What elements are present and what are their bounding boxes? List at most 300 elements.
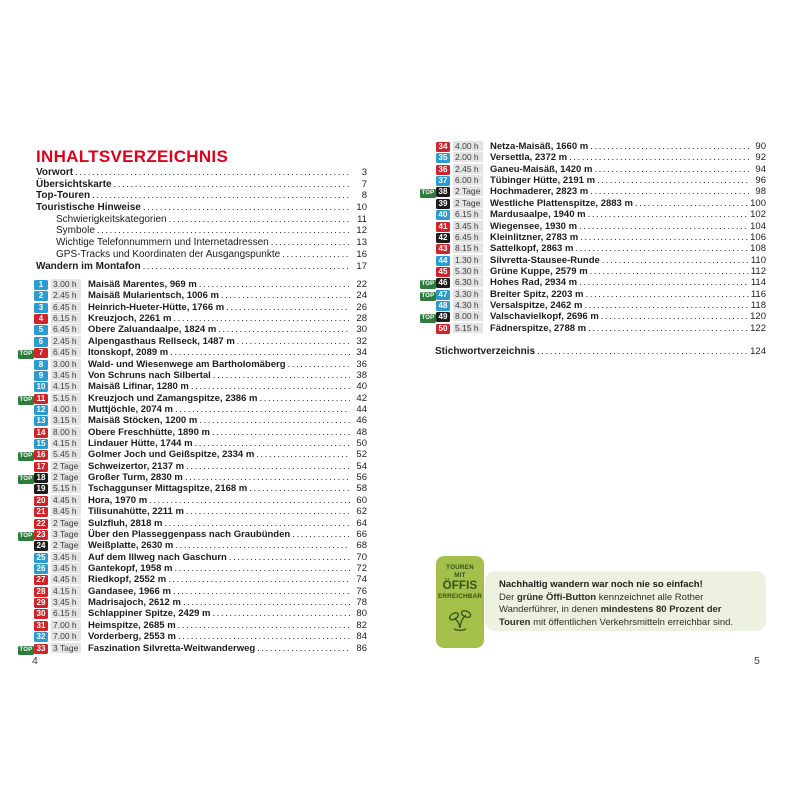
tour-number-badge: 25	[34, 553, 48, 563]
dot-leader	[585, 289, 748, 300]
tour-number-badge: 32	[34, 632, 48, 642]
front-matter-row	[36, 237, 367, 249]
tour-row	[18, 608, 367, 619]
dot-leader	[186, 506, 350, 517]
tour-duration: 2.00 h	[453, 152, 483, 162]
dot-leader	[597, 175, 749, 186]
dot-leader	[175, 404, 350, 415]
tour-duration: 8.45 h	[51, 506, 81, 516]
dot-leader	[602, 255, 749, 266]
tour-number-badge: 10	[34, 382, 48, 392]
tour-row	[420, 152, 766, 163]
tour-number-badge: 1	[34, 280, 48, 290]
tour-page-number: 84	[356, 631, 367, 643]
top-badge-slot	[420, 314, 436, 323]
tour-duration: 2 Tage	[51, 461, 81, 471]
tour-duration: 2.45 h	[51, 290, 81, 300]
tour-number-badge: 4	[34, 314, 48, 324]
top-badge-slot	[420, 246, 436, 255]
tour-row	[420, 243, 766, 254]
top-badge-slot	[420, 326, 436, 335]
tour-duration: 2 Tage	[453, 186, 483, 196]
tour-duration: 4.45 h	[51, 574, 81, 584]
top-badge-slot	[18, 339, 34, 348]
dot-leader	[143, 261, 350, 273]
dot-leader	[174, 563, 350, 574]
badge-line: TOUREN	[446, 564, 474, 571]
badge-line: ÖFFIS	[442, 580, 478, 592]
tour-title: Sattelkopf, 2863 m	[490, 243, 574, 255]
tour-page-number: 122	[750, 322, 766, 334]
tour-duration: 3.45 h	[51, 597, 81, 607]
tour-title: Fädnerspitze, 2788 m	[490, 322, 587, 334]
top-badge-slot	[18, 611, 34, 620]
top-badge-slot	[18, 407, 34, 416]
dot-leader	[178, 631, 350, 642]
tour-row	[420, 186, 766, 197]
tour-title: Lindauer Hütte, 1744 m	[88, 438, 193, 450]
tour-row	[420, 141, 766, 152]
tour-duration: 3 Tage	[51, 529, 81, 539]
tour-duration: 2.45 h	[453, 164, 483, 174]
tour-title: Ganeu-Maisäß, 1420 m	[490, 163, 593, 175]
top-badge: TOP	[19, 646, 33, 653]
tour-page-number: 24	[356, 290, 367, 302]
tour-row	[420, 175, 766, 186]
tour-duration: 2 Tage	[51, 540, 81, 550]
dot-leader	[590, 141, 749, 152]
dot-leader	[249, 483, 350, 494]
tour-title: Valschavielkopf, 2696 m	[490, 311, 599, 323]
dot-leader	[584, 300, 748, 311]
front-matter-list	[36, 167, 367, 272]
tour-page-number: 90	[755, 141, 766, 152]
top-badge-slot	[18, 634, 34, 643]
tour-page-number: 54	[356, 460, 367, 472]
tour-number-badge: 7	[34, 348, 48, 358]
tour-number-badge: 49	[436, 312, 450, 322]
tour-number-badge: 27	[34, 575, 48, 585]
tour-number-badge: 34	[436, 142, 450, 152]
tour-duration: 3.45 h	[51, 370, 81, 380]
tour-duration: 5.15 h	[51, 393, 81, 403]
top-badge-slot	[420, 235, 436, 244]
dot-leader	[218, 324, 350, 335]
top-badge-slot	[420, 201, 436, 210]
tour-duration: 3.45 h	[51, 552, 81, 562]
tour-number-badge: 14	[34, 428, 48, 438]
dot-leader	[149, 495, 350, 506]
tour-duration: 3 Tage	[51, 643, 81, 653]
tour-number-badge: 33	[34, 644, 48, 654]
tour-page-number: 50	[356, 438, 367, 450]
tour-number-badge: 19	[34, 484, 48, 494]
front-matter-label: Wichtige Telefonnummern und Internetadressen	[56, 237, 269, 249]
dot-leader	[288, 359, 350, 370]
top-badge-slot	[18, 316, 34, 325]
tour-row	[18, 552, 367, 563]
tour-duration: 1.30 h	[453, 255, 483, 265]
dot-leader	[143, 202, 350, 214]
tour-duration: 4.15 h	[51, 586, 81, 596]
tour-duration: 5.15 h	[453, 323, 483, 333]
top-badge-slot	[420, 258, 436, 267]
tour-page-number: 38	[356, 369, 367, 381]
index-entry-row	[420, 346, 766, 358]
dot-leader	[282, 249, 350, 261]
top-badge-slot	[18, 464, 34, 473]
dot-leader	[579, 277, 749, 288]
top-badge-slot	[18, 373, 34, 382]
tour-number-badge: 6	[34, 337, 48, 347]
dot-leader	[221, 290, 350, 301]
front-matter-row	[36, 225, 367, 237]
badge-line: ERREICHBAR	[438, 593, 482, 600]
tour-title: Grüne Kuppe, 2579 m	[490, 265, 588, 277]
dot-leader	[226, 302, 350, 313]
tour-page-number: 26	[356, 301, 367, 313]
top-badge: TOP	[421, 190, 435, 197]
tour-row	[18, 586, 367, 597]
tour-number-badge: 36	[436, 165, 450, 175]
tour-title: Muttjöchle, 2074 m	[88, 403, 173, 415]
tour-title: Maisäß Stöcken, 1200 m	[88, 415, 198, 427]
tour-title: Großer Turm, 2830 m	[88, 472, 183, 484]
tour-number-badge: 22	[34, 519, 48, 529]
tour-row	[18, 313, 367, 324]
tour-page-number: 30	[356, 324, 367, 336]
tour-title: Versalspitze, 2462 m	[490, 300, 583, 312]
tour-row	[18, 324, 367, 335]
tour-duration: 8.00 h	[51, 427, 81, 437]
tour-page-number: 62	[356, 506, 367, 518]
dot-leader	[588, 209, 749, 220]
tour-duration: 2 Tage	[51, 518, 81, 528]
tour-duration: 8.00 h	[453, 311, 483, 321]
front-matter-label: Vorwort	[36, 167, 74, 178]
tour-title: Kreuzjoch und Zamangspitze, 2386 m	[88, 392, 258, 404]
tour-title: Riedkopf, 2552 m	[88, 574, 167, 586]
tour-title: Hochmaderer, 2823 m	[490, 186, 589, 198]
tour-duration: 7.00 h	[51, 620, 81, 630]
tour-page-number: 34	[356, 347, 367, 359]
tour-number-badge: 15	[34, 439, 48, 449]
tour-duration: 2.45 h	[51, 336, 81, 346]
tour-number-badge: 28	[34, 587, 48, 597]
tour-row	[420, 255, 766, 266]
top-badge-slot	[18, 543, 34, 552]
top-badge-slot	[420, 189, 436, 198]
tour-number-badge: 11	[34, 394, 48, 404]
tour-number-badge: 41	[436, 222, 450, 232]
front-matter-label: Symbole	[56, 225, 95, 237]
tour-number-badge: 47	[436, 290, 450, 300]
index-entry-page-number: 124	[750, 346, 766, 357]
dot-leader	[259, 393, 350, 404]
tour-row	[18, 483, 367, 494]
tour-number-badge: 18	[34, 473, 48, 483]
top-badge-slot	[18, 498, 34, 507]
tour-duration: 5.45 h	[51, 449, 81, 459]
tour-row	[18, 597, 367, 608]
dot-leader	[580, 232, 748, 243]
tour-title: Von Schruns nach Silbertal	[88, 369, 211, 381]
tour-number-badge: 12	[34, 405, 48, 415]
dot-leader	[185, 472, 350, 483]
front-matter-page-number: 11	[357, 213, 367, 225]
tour-row	[420, 198, 766, 209]
tour-row	[18, 620, 367, 631]
tour-number-badge: 26	[34, 564, 48, 574]
folio-right: 5	[754, 655, 760, 667]
top-badge-slot	[18, 441, 34, 450]
tour-page-number: 64	[356, 517, 367, 529]
front-matter-row	[36, 167, 367, 179]
top-badge-slot	[18, 555, 34, 564]
tour-duration: 6.30 h	[453, 277, 483, 287]
tour-duration: 3.15 h	[51, 415, 81, 425]
tour-number-badge: 40	[436, 210, 450, 220]
dot-leader	[292, 529, 350, 540]
dot-leader	[175, 540, 350, 551]
tour-page-number: 68	[356, 540, 367, 552]
top-badge: TOP	[421, 315, 435, 322]
top-badge-slot	[420, 224, 436, 233]
tour-row	[18, 574, 367, 585]
dot-leader	[212, 427, 350, 438]
front-matter-label: Top-Touren	[36, 190, 91, 202]
tour-title: Vorderberg, 2553 m	[88, 631, 177, 643]
tour-duration: 6.15 h	[453, 209, 483, 219]
tour-page-number: 22	[356, 279, 367, 290]
dot-leader	[195, 438, 350, 449]
tour-page-number: 114	[750, 277, 766, 289]
tour-row	[18, 631, 367, 642]
top-badge-slot	[18, 327, 34, 336]
top-badge-slot	[18, 418, 34, 427]
dot-leader	[178, 620, 350, 631]
top-badge-slot	[18, 623, 34, 632]
tour-row	[18, 461, 367, 472]
tour-title: Tilisunahütte, 2211 m	[88, 506, 184, 518]
tour-page-number: 98	[755, 186, 766, 198]
tour-title: Tübinger Hütte, 2191 m	[490, 175, 596, 187]
tour-page-number: 104	[750, 220, 766, 232]
tour-page-number: 70	[356, 551, 367, 563]
dot-leader	[271, 237, 350, 249]
tour-title: Auf dem Illweg nach Gaschurn	[88, 551, 227, 563]
top-badge-slot	[18, 452, 34, 461]
front-matter-page-number: 16	[356, 248, 367, 260]
tour-row	[18, 449, 367, 460]
tour-row	[420, 277, 766, 288]
dot-leader	[114, 179, 350, 191]
tour-page-number: 108	[750, 243, 766, 255]
dot-leader	[183, 597, 350, 608]
top-badge-slot	[18, 600, 34, 609]
front-matter-page-number: 10	[356, 202, 367, 214]
tour-page-number: 102	[750, 209, 766, 221]
eco-heading: Nachhaltig wandern war noch nie so einfach!	[499, 579, 703, 590]
dot-leader	[173, 586, 350, 597]
tour-row	[18, 393, 367, 404]
tour-number-badge: 5	[34, 325, 48, 335]
front-matter-label: Touristische Hinweise	[36, 202, 141, 214]
tour-duration: 6.15 h	[51, 608, 81, 618]
top-badge: TOP	[19, 476, 33, 483]
tour-number-badge: 20	[34, 496, 48, 506]
tour-duration: 4.45 h	[51, 495, 81, 505]
front-matter-label: Wandern im Montafon	[36, 260, 141, 272]
tour-page-number: 74	[356, 574, 367, 586]
tour-list-right	[420, 141, 766, 334]
tour-duration: 3.45 h	[51, 563, 81, 573]
top-badge: TOP	[19, 396, 33, 403]
tour-page-number: 40	[356, 381, 367, 393]
tour-row	[18, 529, 367, 540]
top-badge: TOP	[19, 351, 33, 358]
tour-number-badge: 8	[34, 360, 48, 370]
front-matter-page-number: 12	[356, 225, 367, 237]
tour-duration: 8.15 h	[453, 243, 483, 253]
tour-row	[18, 563, 367, 574]
tour-page-number: 118	[750, 300, 766, 312]
tour-row	[18, 472, 367, 483]
front-matter-row	[36, 261, 367, 273]
tour-page-number: 66	[356, 528, 367, 540]
badge-line: MIT	[454, 572, 466, 579]
tour-row	[18, 370, 367, 381]
top-badge-slot	[18, 577, 34, 586]
tour-duration: 7.00 h	[51, 631, 81, 641]
eco-info-box	[436, 556, 766, 652]
top-badge-slot	[420, 155, 436, 164]
tour-title: Schweizertor, 2137 m	[88, 460, 185, 472]
tour-title: Itonskopf, 2089 m	[88, 347, 169, 359]
tour-page-number: 106	[750, 231, 766, 243]
top-badge-slot	[420, 269, 436, 278]
tour-page-number: 94	[755, 163, 766, 175]
tour-row	[420, 221, 766, 232]
oeffi-button-badge	[436, 556, 484, 648]
tour-title: Hora, 1970 m	[88, 494, 148, 506]
tour-duration: 4.00 h	[453, 141, 483, 151]
top-badge-slot	[18, 589, 34, 598]
tour-duration: 4.15 h	[51, 381, 81, 391]
tour-page-number: 76	[356, 585, 367, 597]
tour-row	[18, 302, 367, 313]
dot-leader	[229, 552, 350, 563]
tour-row	[18, 643, 367, 654]
top-badge: TOP	[421, 292, 435, 299]
tour-row	[18, 381, 367, 392]
dot-leader	[191, 381, 350, 392]
folio-left: 4	[32, 655, 38, 667]
tour-row	[18, 540, 367, 551]
front-matter-page-number: 7	[361, 178, 367, 190]
tour-page-number: 60	[356, 494, 367, 506]
tour-duration: 6.45 h	[453, 232, 483, 242]
tour-number-badge: 35	[436, 153, 450, 163]
tour-page-number: 100	[750, 197, 766, 209]
tour-row	[18, 438, 367, 449]
tour-row	[420, 289, 766, 300]
tour-number-badge: 48	[436, 301, 450, 311]
tour-title: Westliche Plattenspitze, 2883 m	[490, 197, 633, 209]
tour-page-number: 44	[356, 403, 367, 415]
tour-page-number: 78	[356, 597, 367, 609]
tour-number-badge: 23	[34, 530, 48, 540]
top-badge-slot	[420, 303, 436, 312]
tour-number-badge: 31	[34, 621, 48, 631]
tour-title: Madrisajoch, 2612 m	[88, 597, 181, 609]
front-matter-row	[36, 179, 367, 191]
eco-body-text: Der grüne Öffi-Button kennzeichnet alle Rother Wanderführer, in denen mindestens 80 Prozent der Touren mit öffentlichen Verkehrsmitteln erreichbar sind.	[499, 591, 734, 628]
tour-row	[420, 300, 766, 311]
tour-number-badge: 21	[34, 507, 48, 517]
dot-leader	[579, 221, 748, 232]
tour-title: Heinrich-Hueter-Hütte, 1766 m	[88, 301, 225, 313]
tour-title: Alpengasthaus Rellseck, 1487 m	[88, 335, 235, 347]
front-matter-row	[36, 202, 367, 214]
tour-number-badge: 44	[436, 256, 450, 266]
tour-duration: 2 Tage	[51, 472, 81, 482]
top-badge-slot	[420, 280, 436, 289]
dot-leader	[213, 370, 350, 381]
tour-title: Maisäß Mularientsch, 1006 m	[88, 290, 219, 302]
tour-page-number: 112	[750, 265, 766, 277]
top-badge-slot	[18, 396, 34, 405]
tour-duration: 3.00 h	[51, 279, 81, 289]
tour-duration: 6.45 h	[51, 324, 81, 334]
tour-page-number: 52	[356, 449, 367, 461]
tour-number-badge: 9	[34, 371, 48, 381]
index-entry-label: Stichwortverzeichnis	[435, 346, 536, 357]
dot-leader	[164, 518, 350, 529]
tour-title: Maisäß Lifinar, 1280 m	[88, 381, 189, 393]
tour-list-left	[18, 279, 367, 654]
sprout-icon	[446, 608, 474, 632]
tour-number-badge: 39	[436, 199, 450, 209]
tour-title: Wiegensee, 1930 m	[490, 220, 578, 232]
top-badge-slot	[420, 144, 436, 153]
tour-number-badge: 24	[34, 541, 48, 551]
tour-number-badge: 45	[436, 267, 450, 277]
tour-title: Hohes Rad, 2934 m	[490, 277, 578, 289]
tour-number-badge: 3	[34, 303, 48, 313]
dot-leader	[588, 323, 748, 334]
tour-duration: 6.45 h	[51, 347, 81, 357]
tour-page-number: 120	[750, 311, 766, 323]
dot-leader	[590, 266, 749, 277]
tour-page-number: 72	[356, 562, 367, 574]
top-badge-slot	[18, 305, 34, 314]
tour-duration: 5.15 h	[51, 483, 81, 493]
top-badge-slot	[18, 566, 34, 575]
tour-page-number: 92	[755, 152, 766, 164]
tour-title: Obere Freschhütte, 1890 m	[88, 426, 210, 438]
tour-title: Schlappiner Spitze, 2429 m	[88, 608, 211, 620]
tour-page-number: 86	[356, 642, 367, 654]
tour-page-number: 36	[356, 358, 367, 370]
top-badge-slot	[18, 509, 34, 518]
dot-leader	[537, 346, 748, 357]
tour-title: Mardusaalpe, 1940 m	[490, 209, 586, 221]
tour-title: Tschaggunser Mittagspitze, 2168 m	[88, 483, 248, 495]
top-badge: TOP	[19, 532, 33, 539]
tour-title: Versettla, 2372 m	[490, 152, 568, 164]
top-badge: TOP	[19, 453, 33, 460]
